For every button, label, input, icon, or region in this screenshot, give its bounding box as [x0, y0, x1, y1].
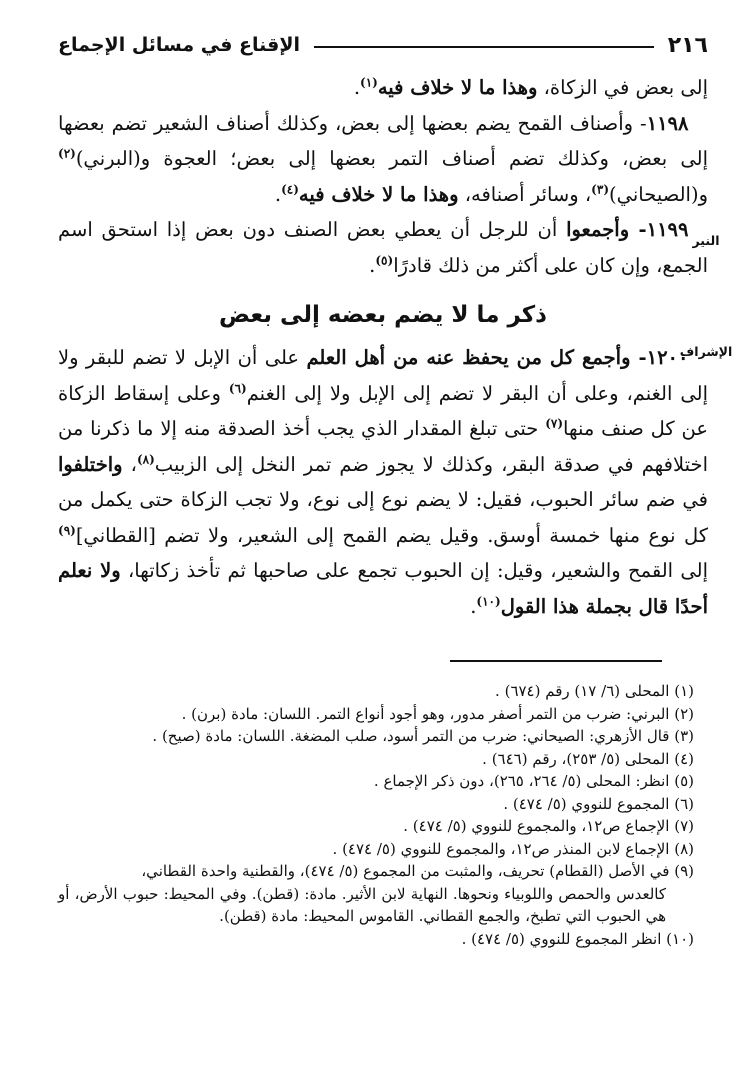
text-run: . — [369, 253, 376, 277]
footnote-text: (٨) الإجماع لابن المنذر ص١٢، والمجموع للنووي (٥/ ٤٧٤) . — [332, 839, 694, 858]
text-run: ، — [122, 452, 137, 476]
emphasis: - وأجمعوا — [566, 218, 647, 241]
footnote-ref[interactable]: (٦) — [228, 381, 247, 395]
emphasis: وهذا ما لا خلاف فيه — [298, 182, 459, 206]
footnote-ref[interactable]: (٤) — [281, 182, 299, 196]
page-number: ٢١٦ — [667, 32, 708, 58]
paragraph-1198 — [58, 106, 708, 213]
emphasis: واختلفوا — [58, 452, 123, 476]
text-run: و(الصيحاني) — [609, 182, 708, 206]
footnote-item — [58, 838, 694, 861]
emphasis: - وأجمع كل من يحفظ عنه من أهل العلم — [306, 346, 647, 369]
footnote-text: (٤) المحلى (٥/ ٢٥٣)، رقم (٦٤٦) . — [482, 749, 694, 768]
text-run: وعلى إسقاط الزكاة عن كل صنف منها — [58, 381, 708, 440]
issue-number: ١١٩٨ — [646, 111, 689, 135]
page-header — [58, 28, 708, 62]
emphasis: ولا نعلم أحدًا قال بجملة هذا القول — [58, 559, 708, 618]
footnote-ref[interactable]: (١) — [360, 75, 378, 90]
body-text-top — [58, 70, 708, 283]
footnote-item — [58, 725, 694, 748]
text-run: حتى تبلغ المقدار الذي يجب أخذ الصدقة منه إلا ما ذكرنا من اختلافهم في صدقة البقر، وكذلك لا يجوز ضم تمر النخل إلى الزبيب — [58, 417, 708, 476]
header-rule — [314, 46, 654, 48]
paragraph-1199 — [58, 212, 708, 283]
footnotes — [58, 680, 694, 950]
paragraph-continuation — [58, 70, 708, 106]
footnote-text: (٦) المجموع للنووي (٥/ ٤٧٤) . — [503, 794, 694, 813]
emphasis: وهذا ما لا خلاف فيه — [377, 76, 538, 99]
issue-number: ١١٩٩ — [646, 218, 689, 241]
footnote-continuation: كالعدس والحمص واللوبياء ونحوها. النهاية لابن الأثير. مادة: (قطن). وفي المحيط: حبوب الأرض، أو هي الحبوب التي تطبخ، والجمع القطاني. القاموس المحيط: مادة (قطن). — [58, 884, 666, 925]
footnote-text: (٣) قال الأزهري: الصيحاني: ضرب من التمر أسود، صلب المضغة. اللسان: مادة (صيح) . — [152, 727, 694, 745]
footnote-item — [58, 703, 694, 726]
footnote-text: (١) المحلى (٦/ ١٧) رقم (٦٧٤) . — [495, 682, 694, 700]
footnote-ref[interactable]: (٩) — [58, 523, 76, 537]
text-run: . — [353, 76, 361, 99]
footnote-text: (٩) في الأصل (القطام) تحريف، والمثبت من المجموع (٥/ ٤٧٤)، والقطنية واحدة القطاني، — [141, 862, 694, 880]
footnote-item — [58, 860, 694, 928]
margin-note-ishraf: الإشراف — [679, 344, 733, 359]
text-run: - وأصناف القمح يضم بعضها إلى بعض، وكذلك أصناف الشعير تضم بعضها إلى بعض، وكذلك تضم أصناف التمر بعضها إلى بعض؛ العجوة و(البرني) — [58, 111, 708, 170]
paragraph-1200 — [58, 340, 708, 624]
margin-note-nayyir: النير — [692, 233, 720, 248]
footnote-ref[interactable]: (٧) — [545, 416, 564, 431]
text-run: . — [470, 594, 477, 618]
section-heading: ذكر ما لا يضم بعضه إلى بعض — [219, 302, 547, 328]
footnote-text: (٢) البرني: ضرب من التمر أصفر مدور، وهو أجود أنواع التمر. اللسان: مادة (برن) . — [181, 704, 694, 723]
footnote-separator — [450, 660, 662, 662]
text-run: أن للرجل أن يعطي بعض الصنف دون بعض إذا استحق اسم الجمع، وإن كان على أكثر من ذلك قادرًا — [58, 218, 708, 277]
text-run: ، وسائر أصنافه، — [458, 182, 592, 206]
footnote-item — [58, 793, 694, 816]
footnote-item — [58, 680, 694, 703]
text-run: في ضم سائر الحبوب، فقيل: لا يضم نوع إلى نوع، ولا تجب الزكاة حتى يكمل من كل نوع منها خمسة أوسق. وقيل يضم القمح إلى الشعير، ولا تضم [القطاني] — [58, 488, 708, 547]
text-run: إلى القمح والشعير، وقيل: إن الحبوب تجمع على صاحبها ثم تأخذ زكاتها، — [120, 559, 708, 582]
footnote-ref[interactable]: (٣) — [591, 182, 609, 196]
footnote-item — [58, 928, 694, 951]
footnote-text: (٥) انظر: المحلى (٥/ ٢٦٤، ٢٦٥)، دون ذكر الإجماع . — [373, 772, 694, 790]
footnote-item — [58, 748, 694, 771]
footnote-ref[interactable]: (٨) — [136, 452, 155, 466]
body-text-bottom — [58, 340, 708, 624]
text-run: على أن الإبل لا تضم للبقر ولا إلى الغنم، وعلى أن البقر لا تضم إلى الإبل ولا إلى الغنم — [58, 346, 708, 405]
footnote-ref[interactable]: (٢) — [58, 146, 76, 161]
issue-number: ١٢٠٠ — [646, 346, 689, 369]
footnote-item — [58, 815, 694, 838]
footnote-ref[interactable]: (٥) — [375, 253, 394, 267]
footnote-text: (٧) الإجماع ص١٢، والمجموع للنووي (٥/ ٤٧٤) . — [403, 817, 694, 835]
footnote-item — [58, 770, 694, 793]
text-run: إلى بعض في الزكاة، — [537, 76, 708, 99]
footnote-text: (١٠) انظر المجموع للنووي (٥/ ٤٧٤) . — [461, 929, 694, 948]
running-title: الإقناع في مسائل الإجماع — [58, 34, 301, 56]
text-run: . — [274, 182, 282, 206]
footnote-ref[interactable]: (١٠) — [476, 594, 501, 608]
